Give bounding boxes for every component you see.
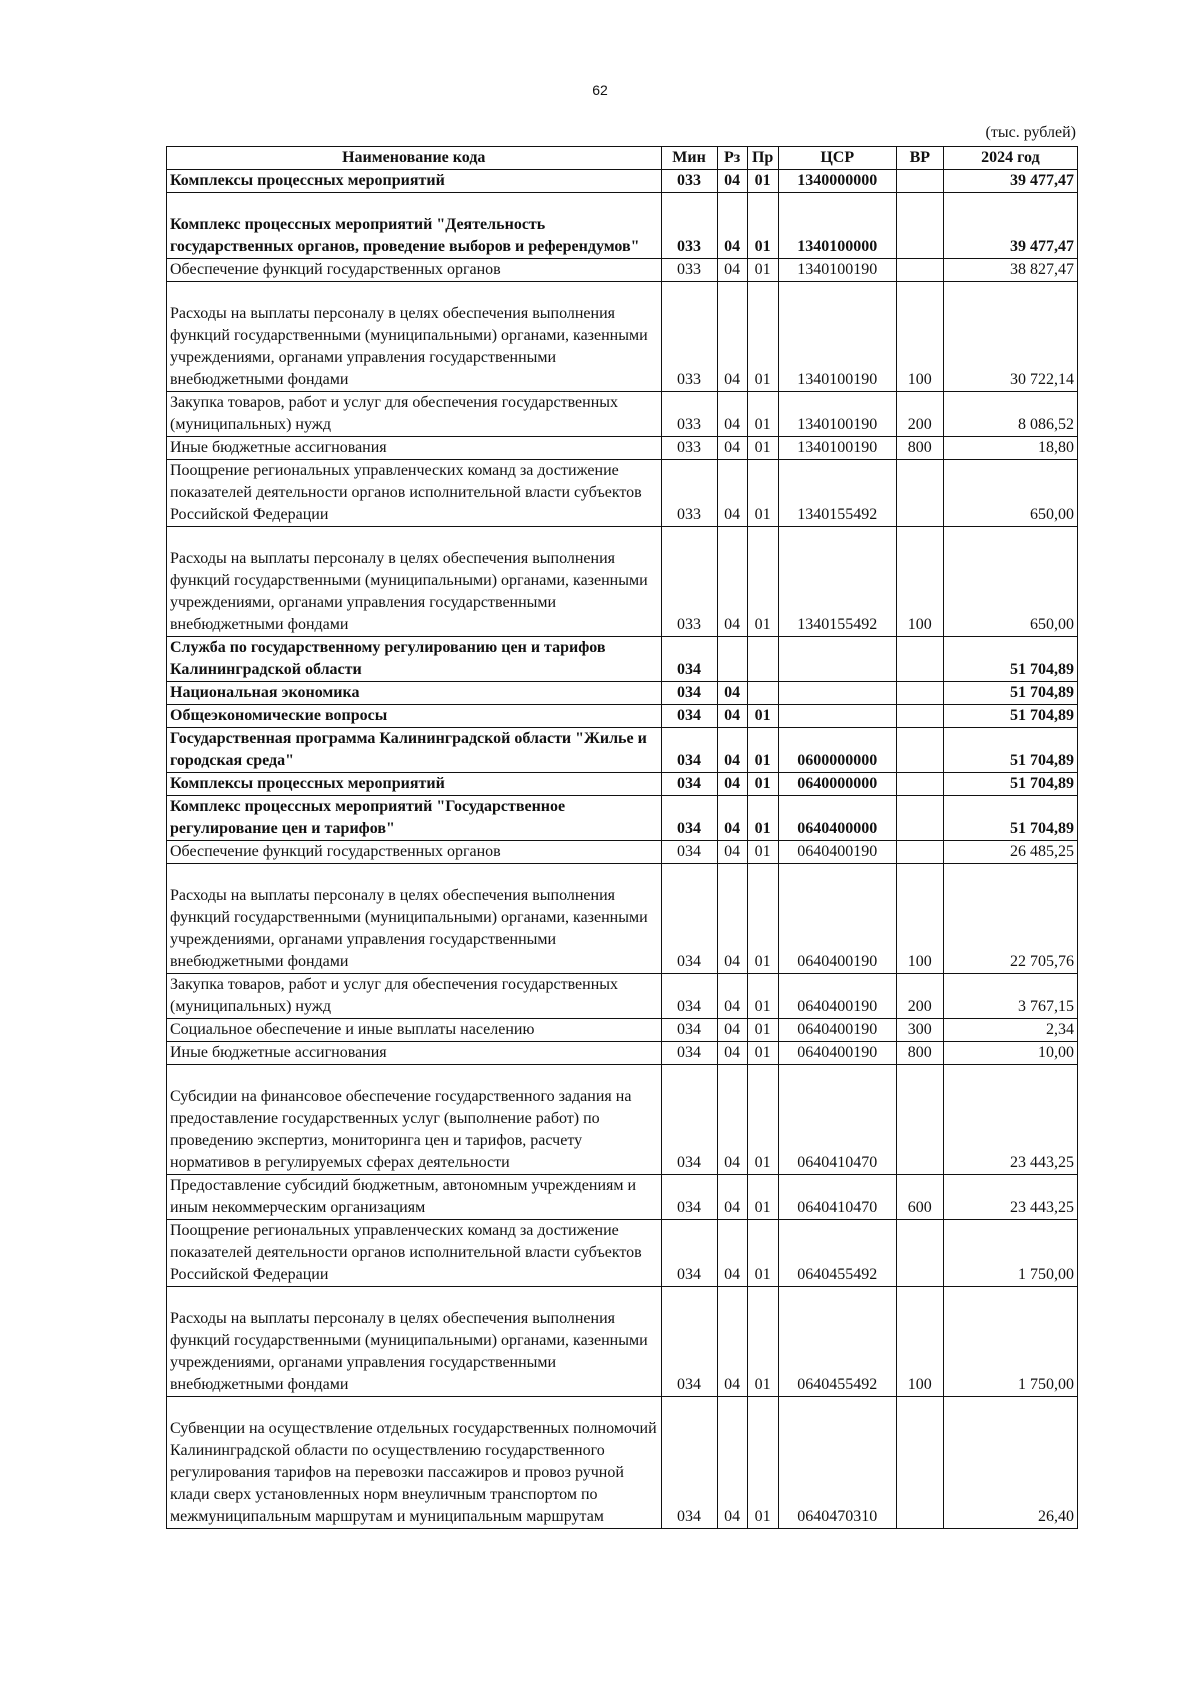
cell-name: Субсидии на финансовое обеспечение государственного задания на предоставление государственных услуг (выполнение работ) по проведению экспертиз, мониторинга цен и тарифов, расчету нормативов в регулируемых сферах деятельности (167, 1065, 662, 1175)
table-row (167, 864, 1078, 974)
table-row (167, 170, 1078, 193)
cell-name: Поощрение региональных управленческих команд за достижение показателей деятельности органов исполнительной власти субъектов Российской Федерации (167, 1220, 662, 1287)
cell-vr (896, 796, 943, 841)
table-row (167, 193, 1078, 259)
cell-sum: 22 705,76 (943, 864, 1077, 974)
header-name: Наименование кода (167, 147, 662, 170)
cell-vr: 600 (896, 1175, 943, 1220)
cell-sum: 1 750,00 (943, 1287, 1077, 1397)
table-row (167, 1042, 1078, 1065)
cell-sum: 26,40 (943, 1397, 1077, 1529)
table-row (167, 637, 1078, 682)
table-row (167, 682, 1078, 705)
table-row (167, 1220, 1078, 1287)
budget-table (166, 146, 1078, 1529)
cell-vr (896, 1065, 943, 1175)
cell-vr (896, 841, 943, 864)
cell-sum: 30 722,14 (943, 282, 1077, 392)
cell-name: Обеспечение функций государственных органов (167, 841, 662, 864)
table-row (167, 841, 1078, 864)
cell-name: Комплексы процессных мероприятий (167, 773, 662, 796)
header-csr: ЦСР (778, 147, 896, 170)
cell-vr (896, 728, 943, 773)
header-vr: ВР (896, 147, 943, 170)
cell-sum: 18,80 (943, 437, 1077, 460)
table-row (167, 460, 1078, 527)
cell-vr (896, 1397, 943, 1529)
cell-rz: 04 (717, 437, 747, 460)
cell-sum: 39 477,47 (943, 170, 1077, 193)
cell-min: 034 (661, 682, 717, 705)
cell-vr: 100 (896, 864, 943, 974)
table-row (167, 796, 1078, 841)
cell-rz: 04 (717, 259, 747, 282)
table-row (167, 527, 1078, 637)
cell-pr (747, 637, 778, 682)
cell-pr: 01 (747, 1065, 778, 1175)
cell-name: Закупка товаров, работ и услуг для обеспечения государственных (муниципальных) нужд (167, 974, 662, 1019)
cell-vr: 100 (896, 282, 943, 392)
units-label: (тыс. рублей) (985, 124, 1076, 141)
cell-min: 033 (661, 437, 717, 460)
table-row (167, 705, 1078, 728)
cell-vr: 300 (896, 1019, 943, 1042)
cell-vr: 100 (896, 1287, 943, 1397)
cell-rz: 04 (717, 841, 747, 864)
cell-name: Иные бюджетные ассигнования (167, 1042, 662, 1065)
cell-vr: 200 (896, 974, 943, 1019)
cell-csr: 1340000000 (778, 170, 896, 193)
cell-csr: 1340100190 (778, 392, 896, 437)
cell-csr: 0640400190 (778, 974, 896, 1019)
cell-csr: 0600000000 (778, 728, 896, 773)
cell-name: Расходы на выплаты персоналу в целях обеспечения выполнения функций государственными (муниципальными) органами, казенными учреждениями, органами управления государственными внебюджетными фондами (167, 864, 662, 974)
cell-pr: 01 (747, 527, 778, 637)
cell-csr: 1340100000 (778, 193, 896, 259)
cell-min: 033 (661, 392, 717, 437)
cell-min: 034 (661, 1065, 717, 1175)
cell-sum: 51 704,89 (943, 705, 1077, 728)
cell-pr: 01 (747, 282, 778, 392)
cell-min: 034 (661, 1220, 717, 1287)
cell-name: Комплекс процессных мероприятий "Государственное регулирование цен и тарифов" (167, 796, 662, 841)
cell-pr: 01 (747, 1019, 778, 1042)
cell-rz: 04 (717, 974, 747, 1019)
cell-pr (747, 682, 778, 705)
cell-csr: 0640410470 (778, 1065, 896, 1175)
cell-vr (896, 705, 943, 728)
cell-sum: 23 443,25 (943, 1175, 1077, 1220)
cell-sum: 51 704,89 (943, 773, 1077, 796)
cell-csr: 0640000000 (778, 773, 896, 796)
cell-sum: 650,00 (943, 460, 1077, 527)
cell-rz: 04 (717, 392, 747, 437)
table-row (167, 1065, 1078, 1175)
cell-name: Комплекс процессных мероприятий "Деятельность государственных органов, проведение выборов и референдумов" (167, 193, 662, 259)
cell-min: 033 (661, 259, 717, 282)
cell-min: 034 (661, 974, 717, 1019)
cell-pr: 01 (747, 1287, 778, 1397)
cell-sum: 51 704,89 (943, 728, 1077, 773)
table-row (167, 773, 1078, 796)
cell-csr (778, 637, 896, 682)
cell-name: Обеспечение функций государственных органов (167, 259, 662, 282)
cell-name: Социальное обеспечение и иные выплаты населению (167, 1019, 662, 1042)
header-rz: Рз (717, 147, 747, 170)
cell-rz: 04 (717, 773, 747, 796)
cell-sum: 8 086,52 (943, 392, 1077, 437)
cell-min: 034 (661, 1397, 717, 1529)
cell-pr: 01 (747, 170, 778, 193)
cell-name: Субвенции на осуществление отдельных государственных полномочий Калининградской области по осуществлению государственного регулирования тарифов на перевозки пассажиров и провоз ручной клади сверх установленных норм внеуличным транспортом по межмуниципальным маршрутам и муниципальным маршрутам (167, 1397, 662, 1529)
cell-rz: 04 (717, 1019, 747, 1042)
cell-sum: 23 443,25 (943, 1065, 1077, 1175)
cell-name: Расходы на выплаты персоналу в целях обеспечения выполнения функций государственными (муниципальными) органами, казенными учреждениями, органами управления государственными внебюджетными фондами (167, 282, 662, 392)
cell-csr: 1340155492 (778, 527, 896, 637)
cell-pr: 01 (747, 864, 778, 974)
cell-rz: 04 (717, 282, 747, 392)
cell-min: 034 (661, 637, 717, 682)
cell-sum: 1 750,00 (943, 1220, 1077, 1287)
cell-csr: 0640400000 (778, 796, 896, 841)
cell-name: Общеэкономические вопросы (167, 705, 662, 728)
table-row (167, 1175, 1078, 1220)
cell-min: 033 (661, 193, 717, 259)
cell-rz: 04 (717, 864, 747, 974)
cell-min: 034 (661, 728, 717, 773)
cell-rz: 04 (717, 1397, 747, 1529)
cell-sum: 650,00 (943, 527, 1077, 637)
cell-name: Иные бюджетные ассигнования (167, 437, 662, 460)
cell-pr: 01 (747, 974, 778, 1019)
cell-name: Предоставление субсидий бюджетным, автономным учреждениям и иным некоммерческим организациям (167, 1175, 662, 1220)
table-row (167, 974, 1078, 1019)
cell-csr: 1340100190 (778, 282, 896, 392)
cell-sum: 51 704,89 (943, 796, 1077, 841)
cell-csr: 0640400190 (778, 841, 896, 864)
table-row (167, 392, 1078, 437)
cell-name: Расходы на выплаты персоналу в целях обеспечения выполнения функций государственными (муниципальными) органами, казенными учреждениями, органами управления государственными внебюджетными фондами (167, 527, 662, 637)
cell-rz: 04 (717, 1287, 747, 1397)
cell-min: 034 (661, 705, 717, 728)
cell-vr (896, 773, 943, 796)
cell-min: 034 (661, 841, 717, 864)
cell-csr: 0640400190 (778, 864, 896, 974)
cell-name: Государственная программа Калининградской области "Жилье и городская среда" (167, 728, 662, 773)
cell-min: 034 (661, 796, 717, 841)
cell-min: 034 (661, 1019, 717, 1042)
cell-rz: 04 (717, 1065, 747, 1175)
cell-sum: 39 477,47 (943, 193, 1077, 259)
cell-name: Комплексы процессных мероприятий (167, 170, 662, 193)
cell-rz: 04 (717, 682, 747, 705)
table-row (167, 282, 1078, 392)
cell-min: 034 (661, 1042, 717, 1065)
cell-name: Служба по государственному регулированию цен и тарифов Калининградской области (167, 637, 662, 682)
header-sum: 2024 год (943, 147, 1077, 170)
cell-csr: 1340100190 (778, 259, 896, 282)
cell-rz: 04 (717, 728, 747, 773)
cell-sum: 51 704,89 (943, 637, 1077, 682)
cell-pr: 01 (747, 1220, 778, 1287)
cell-vr (896, 193, 943, 259)
header-pr: Пр (747, 147, 778, 170)
cell-vr (896, 460, 943, 527)
cell-min: 033 (661, 527, 717, 637)
cell-vr (896, 170, 943, 193)
table-header-row (167, 147, 1078, 170)
cell-pr: 01 (747, 1397, 778, 1529)
cell-pr: 01 (747, 773, 778, 796)
cell-rz: 04 (717, 1042, 747, 1065)
cell-pr: 01 (747, 460, 778, 527)
cell-vr: 800 (896, 1042, 943, 1065)
cell-name: Закупка товаров, работ и услуг для обеспечения государственных (муниципальных) нужд (167, 392, 662, 437)
cell-sum: 3 767,15 (943, 974, 1077, 1019)
cell-csr: 0640455492 (778, 1287, 896, 1397)
cell-csr (778, 705, 896, 728)
page-number: 62 (592, 82, 608, 98)
table-row (167, 1019, 1078, 1042)
cell-csr: 0640470310 (778, 1397, 896, 1529)
cell-vr: 800 (896, 437, 943, 460)
cell-vr (896, 637, 943, 682)
cell-pr: 01 (747, 728, 778, 773)
table-row (167, 728, 1078, 773)
cell-pr: 01 (747, 841, 778, 864)
cell-vr (896, 682, 943, 705)
cell-sum: 10,00 (943, 1042, 1077, 1065)
cell-sum: 51 704,89 (943, 682, 1077, 705)
cell-min: 033 (661, 282, 717, 392)
cell-vr (896, 1220, 943, 1287)
cell-rz: 04 (717, 1220, 747, 1287)
cell-rz: 04 (717, 1175, 747, 1220)
cell-min: 034 (661, 864, 717, 974)
cell-sum: 38 827,47 (943, 259, 1077, 282)
cell-rz: 04 (717, 796, 747, 841)
table-row (167, 1287, 1078, 1397)
cell-min: 033 (661, 170, 717, 193)
cell-name: Национальная экономика (167, 682, 662, 705)
cell-rz: 04 (717, 527, 747, 637)
cell-pr: 01 (747, 392, 778, 437)
cell-rz: 04 (717, 170, 747, 193)
cell-min: 034 (661, 1175, 717, 1220)
cell-vr: 200 (896, 392, 943, 437)
cell-rz (717, 637, 747, 682)
header-min: Мин (661, 147, 717, 170)
cell-sum: 2,34 (943, 1019, 1077, 1042)
cell-vr: 100 (896, 527, 943, 637)
cell-csr: 0640455492 (778, 1220, 896, 1287)
cell-csr (778, 682, 896, 705)
cell-min: 034 (661, 1287, 717, 1397)
cell-pr: 01 (747, 437, 778, 460)
cell-min: 034 (661, 773, 717, 796)
cell-name: Поощрение региональных управленческих команд за достижение показателей деятельности органов исполнительной власти субъектов Российской Федерации (167, 460, 662, 527)
cell-rz: 04 (717, 705, 747, 728)
cell-pr: 01 (747, 705, 778, 728)
cell-csr: 0640400190 (778, 1042, 896, 1065)
table-row (167, 437, 1078, 460)
cell-min: 033 (661, 460, 717, 527)
cell-sum: 26 485,25 (943, 841, 1077, 864)
cell-pr: 01 (747, 259, 778, 282)
cell-pr: 01 (747, 796, 778, 841)
cell-csr: 0640410470 (778, 1175, 896, 1220)
table-row (167, 1397, 1078, 1529)
cell-pr: 01 (747, 1042, 778, 1065)
cell-csr: 0640400190 (778, 1019, 896, 1042)
cell-vr (896, 259, 943, 282)
cell-pr: 01 (747, 1175, 778, 1220)
cell-csr: 1340100190 (778, 437, 896, 460)
cell-csr: 1340155492 (778, 460, 896, 527)
cell-rz: 04 (717, 193, 747, 259)
cell-pr: 01 (747, 193, 778, 259)
table-row (167, 259, 1078, 282)
cell-name: Расходы на выплаты персоналу в целях обеспечения выполнения функций государственными (муниципальными) органами, казенными учреждениями, органами управления государственными внебюджетными фондами (167, 1287, 662, 1397)
cell-rz: 04 (717, 460, 747, 527)
